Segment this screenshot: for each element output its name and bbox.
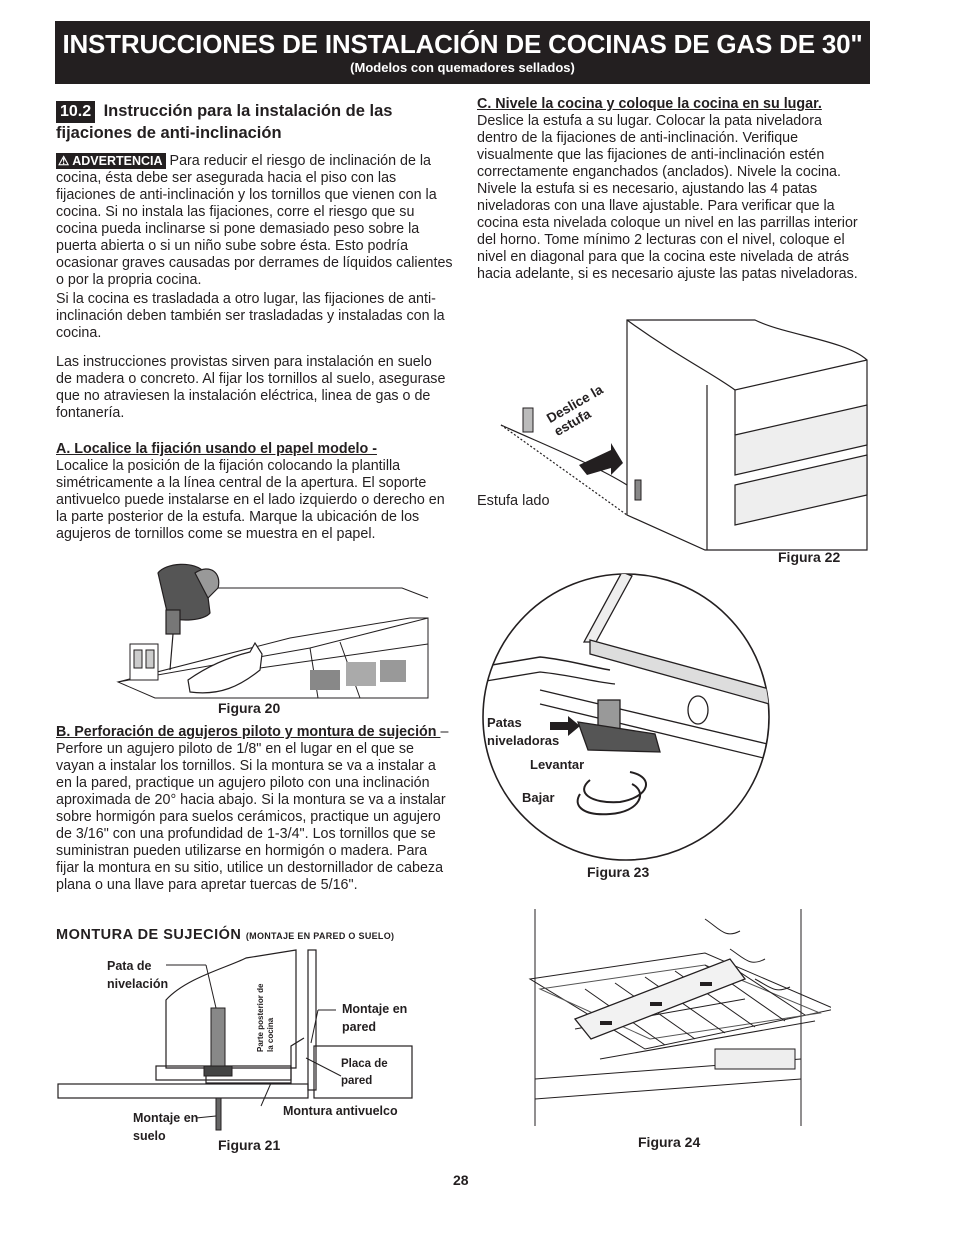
fig23-label-levantar: Levantar [530,757,585,772]
figure-21-caption: Figura 21 [218,1137,281,1153]
fig21-label-placa: Placa de pared [341,1058,388,1087]
fig23-label-patas: Patas niveladoras [487,715,560,748]
page-title: INSTRUCCIONES DE INSTALACIÓN DE COCINAS DE GAS DE 30" [62,29,863,59]
figure-20-caption: Figura 20 [218,700,281,716]
relocate-paragraph: Si la cocina es trasladada a otro lugar, las fijaciones de anti-inclinación deben también ser trasladadas y instaladas con la cocina. [56,291,445,341]
step-b-paragraph [56,724,454,894]
montura-title: MONTURA DE SUJECIÓN [56,927,242,943]
fig21-label-pata: Pata de nivelación [107,959,169,991]
section-number: 10.2 [56,101,95,123]
montura-subtitle: (MONTAJE EN PARED O SUELO) [245,931,395,941]
step-b-heading: B. Perforación de agujeros piloto y montura de sujeción [56,724,441,740]
step-a-paragraph [56,441,448,543]
fig21-label-montaje-pared: Montaje en pared [342,1002,408,1034]
step-c-paragraph [477,96,865,283]
fig22-label-deslice: Deslice la estufa [544,381,606,439]
header-banner [55,21,870,84]
fig21-label-parte: Parte posterior de la cocina [256,983,275,1052]
fig22-label-deslice-wrapper [540,375,650,439]
figure-22-range-illustration [495,315,875,555]
fig21-label-montaje-suelo: Montaje en suelo [133,1111,199,1143]
step-b-text: – Perfore un agujero piloto de 1/8" en el lugar en el que se vayan a instalar los tornillos. Si la montura se va a instalar a en la pared, practique un agujero piloto con una inclinación aproximada de 20° hacia abajo. Si la montura se va a instalar sobre hormigón para suelos cerámicos, practique un agujero de 3/16" con una profundidad de 1-3/4". Los tornillos que se suministran pueden utilizarse en hormigón o madera. Para fijar la montura en su sitio, utilice un destornillador de cabeza plana o una llave para apretar tuercas de 5/16". [56,724,449,893]
fig21-label-parte-wrapper [256,976,275,1052]
figure-22-caption: Figura 22 [778,549,841,565]
warning-badge: ⚠ ADVERTENCIA [56,153,166,169]
figure-24-caption: Figura 24 [638,1134,701,1150]
section-heading [56,101,456,144]
step-a-text: Localice la posición de la fijación colocando la plantilla simétricamente a la línea central de la apertura. El soporte antivuelco puede instalarse en el lado izquierdo o derecho en la parte posterior de la estufa. Marque la ubicación de los agujeros de tornillos come se muestra en el papel. [56,458,445,542]
warning-paragraph [56,153,454,289]
figure-20-drill-illustration [110,558,432,704]
fig23-label-bajar: Bajar [522,790,555,805]
figure-23-caption: Figura 23 [587,864,650,880]
step-a-heading: A. Localice la fijación usando el papel modelo - [56,441,377,457]
figure-24-oven-rack-illustration [515,909,831,1126]
page-subtitle: (Modelos con quemadores sellados) [350,60,575,75]
floor-paragraph: Las instrucciones provistas sirven para instalación en suelo de madera o concreto. Al fijar los tornillos al suelo, asegurase que no atraviesen la instalación eléctrica, linea de gas o de fontanería. [56,354,446,421]
fig22-label-lado: Estufa lado [477,493,550,509]
step-c-text: Deslice la estufa a su lugar. Colocar la pata niveladora dentro de la fijaciones de anti-inclinación. Verifique visualmente que las fijaciones de anti-inclinación estén correctamente enganchados (anclados). Nivele la cocina. Nivele la estufa si es necesario, ajustando las 4 patas niveladoras con una llave ajustable. Para verificar que la cocina esta nivelada coloque un nivel en las parrillas interior del horno. Tome mínimo 2 lecturas con el nivel, coloque el nivel en diagonal para que la cocina este nivelada de atrás hacia adelante, si es necesario ajuste las patas niveladoras. [477,113,858,282]
warning-triangle-icon: ⚠ [58,154,70,168]
fig21-label-antivuelco: Montura antivuelco [283,1104,398,1118]
page-number: 28 [453,1172,469,1188]
warning-text: Para reducir el riesgo de inclinación de la cocina, ésta debe ser asegurada hacia el piso con las fijaciones de anti-inclinación y los tornillos que vienen con la cocina. Si no instala las fijaciones, corre el riesgo que su cocina pueda inclinarse si pone demasiado peso sobre la puerta abierta o si un niño sube sobre ésta. Esto podría ocasionar graves causadas por derrames de líquidos calientes o por la propria cocina. [56,153,453,288]
step-c-heading: C. Nivele la cocina y coloque la cocina en su lugar. [477,96,822,112]
montura-heading [56,926,456,944]
section-title: Instrucción para la instalación de las fijaciones de anti-inclinación [56,102,393,142]
